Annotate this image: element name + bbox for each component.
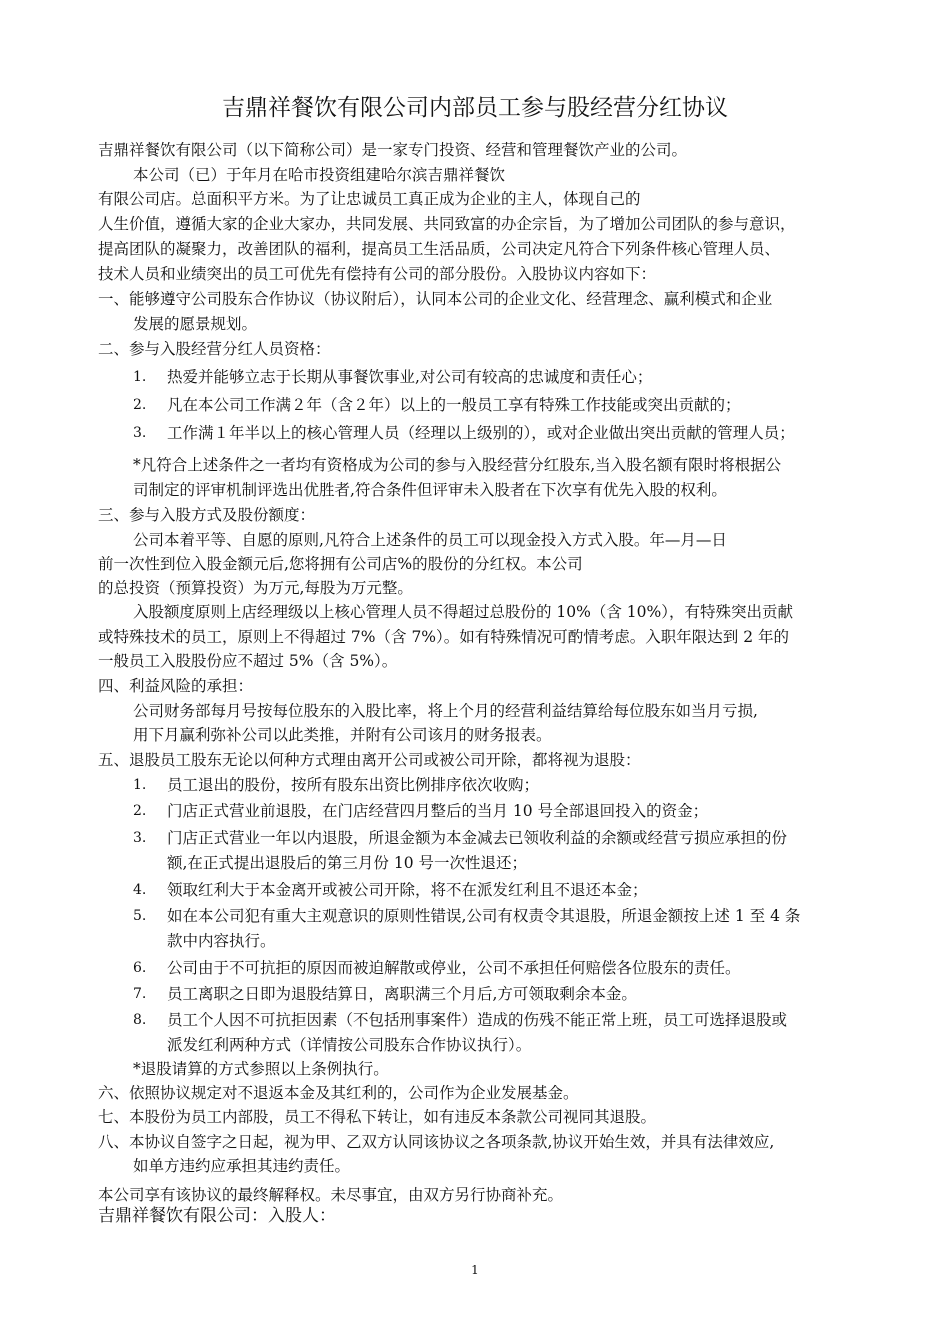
intro-line-5: 提高团队的凝聚力，改善团队的福利，提高员工生活品质，公司决定凡符合下列条件核心管理人员、 — [98, 240, 781, 258]
section-5-item-5-number: 5. — [133, 908, 147, 924]
section-2-note-line-2: 司制定的评审机制评选出优胜者,符合条件但评审未入股者在下次享有优先入股的权利。 — [133, 481, 727, 499]
section-2-item-3-number: 3. — [133, 425, 147, 441]
section-2-item-1-number: 1. — [133, 369, 147, 385]
signature-line: 吉鼎祥餐饮有限公司：入股人： — [98, 1206, 336, 1226]
section-8-line-1: 八、本协议自签字之日起，视为甲、乙双方认同该协议之各项条款,协议开始生效，并具有法律效应, — [98, 1133, 775, 1151]
section-2-note-line-1: *凡符合上述条件之一者均有资格成为公司的参与入股经营分红股东,当入股名额有限时将根据公 — [133, 456, 782, 474]
section-3-line-6: 一般员工入股股份应不超过 5%（含 5%）。 — [98, 652, 398, 670]
section-5-item-4-number: 4. — [133, 882, 147, 898]
section-5-item-2-number: 2. — [133, 803, 147, 819]
section-5-item-5-text-line-2: 款中内容执行。 — [167, 932, 276, 950]
intro-line-4: 人生价值，遵循大家的企业大家办，共同发展、共同致富的办企宗旨，为了增加公司团队的参与意识， — [98, 215, 796, 233]
section-3-line-1: 公司本着平等、自愿的原则,凡符合上述条件的员工可以现金投入方式入股。年—月—日 — [133, 531, 727, 549]
section-5-item-1-text: 员工退出的股份，按所有股东出资比例排序依次收购； — [167, 776, 540, 794]
section-5-item-8-number: 8. — [133, 1012, 147, 1028]
page-number: 1 — [471, 1263, 479, 1277]
section-5-item-8-text-line-1: 员工个人因不可抗拒因素（不包括刑事案件）造成的伤残不能正常上班，员工可选择退股或 — [167, 1011, 788, 1029]
intro-line-3: 有限公司店。总面积平方米。为了让忠诚员工真正成为企业的主人，体现自己的 — [98, 190, 641, 208]
section-3-heading: 三、参与入股方式及股份额度： — [98, 506, 316, 524]
section-2-item-2-number: 2. — [133, 397, 147, 413]
section-2-item-3-text: 工作满１年半以上的核心管理人员（经理以上级别的），或对企业做出突出贡献的管理人员； — [167, 424, 795, 442]
section-3-line-5: 或特殊技术的员工，原则上不得超过 7%（含 7%）。如有特殊情况可酌情考虑。入职年限达到 2 年的 — [98, 628, 790, 646]
section-3-line-2: 前一次性到位入股金额元后,您将拥有公司店%的股份的分红权。本公司 — [98, 555, 583, 573]
section-2-item-2-text: 凡在本公司工作满２年（含２年）以上的一般员工享有特殊工作技能或突出贡献的； — [167, 396, 741, 414]
section-5-item-1-number: 1. — [133, 777, 147, 793]
section-5-item-6-text: 公司由于不可抗拒的原因而被迫解散或停业，公司不承担任何赔偿各位股东的责任。 — [167, 959, 741, 977]
section-3-line-3: 的总投资（预算投资）为万元,每股为万元整。 — [98, 579, 413, 597]
section-7: 七、本股份为员工内部股，员工不得私下转让，如有违反本条款公司视同其退股。 — [98, 1108, 657, 1126]
section-5-item-2-text: 门店正式营业前退股，在门店经营四月整后的当月 10 号全部退回投入的资金； — [167, 802, 709, 820]
section-5-item-4-text: 领取红利大于本金离开或被公司开除，将不在派发红利且不退还本金； — [167, 881, 648, 899]
section-2-item-1-text: 热爱并能够立志于长期从事餐饮事业,对公司有较高的忠诚度和责任心； — [167, 368, 653, 386]
intro-line-2: 本公司（已）于年月在哈市投资组建哈尔滨吉鼎祥餐饮 — [133, 166, 506, 184]
section-5-item-7-text: 员工离职之日即为退股结算日，离职满三个月后,方可领取剩余本金。 — [167, 985, 637, 1003]
intro-line-6: 技术人员和业绩突出的员工可优先有偿持有公司的部分股份。入股协议内容如下： — [98, 265, 657, 283]
document-title: 吉鼎祥餐饮有限公司内部员工参与股经营分红协议 — [222, 95, 728, 121]
section-6: 六、依照协议规定对不退返本金及其红利的，公司作为企业发展基金。 — [98, 1084, 579, 1102]
section-5-note: *退股请算的方式参照以上条例执行。 — [133, 1060, 389, 1078]
section-4-line-1: 公司财务部每月号按每位股东的入股比率，将上个月的经营利益结算给每位股东如当月亏损, — [133, 702, 758, 720]
section-2-heading: 二、参与入股经营分红人员资格： — [98, 340, 331, 358]
section-5-item-7-number: 7. — [133, 986, 147, 1002]
section-3-line-4: 入股额度原则上店经理级以上核心管理人员不得超过总股份的 10%（含 10%），有特殊突出贡献 — [133, 603, 794, 621]
section-8-line-2: 如单方违约应承担其违约责任。 — [133, 1157, 351, 1175]
section-5-item-8-text-line-2: 派发红利两种方式（详情按公司股东合作协议执行）。 — [167, 1036, 532, 1054]
section-1-line-2: 发展的愿景规划。 — [133, 315, 258, 333]
section-5-item-5-text-line-1: 如在本公司犯有重大主观意识的原则性错误,公司有权责令其退股，所退金额按上述 1 至 4 条 — [167, 907, 801, 925]
section-5-heading: 五、退股员工股东无论以何种方式理由离开公司或被公司开除，都将视为退股： — [98, 751, 641, 769]
section-5-item-3-number: 3. — [133, 830, 147, 846]
section-5-item-3-text-line-2: 额,在正式提出退股后的第三月份 10 号一次性退还； — [167, 854, 528, 872]
closing-statement: 本公司享有该协议的最终解释权。未尽事宜，由双方另行协商补充。 — [98, 1186, 564, 1204]
section-5-item-6-number: 6. — [133, 960, 147, 976]
intro-line-1: 吉鼎祥餐饮有限公司（以下简称公司）是一家专门投资、经营和管理餐饮产业的公司。 — [98, 141, 688, 159]
section-4-line-2: 用下月赢利弥补公司以此类推，并附有公司该月的财务报表。 — [133, 726, 552, 744]
section-5-item-3-text-line-1: 门店正式营业一年以内退股，所退金额为本金减去已领收利益的余额或经营亏损应承担的份 — [167, 829, 788, 847]
section-4-heading: 四、利益风险的承担： — [98, 677, 254, 695]
section-1-line-1: 一、能够遵守公司股东合作协议（协议附后），认同本公司的企业文化、经营理念、赢利模式和企业 — [98, 290, 773, 308]
